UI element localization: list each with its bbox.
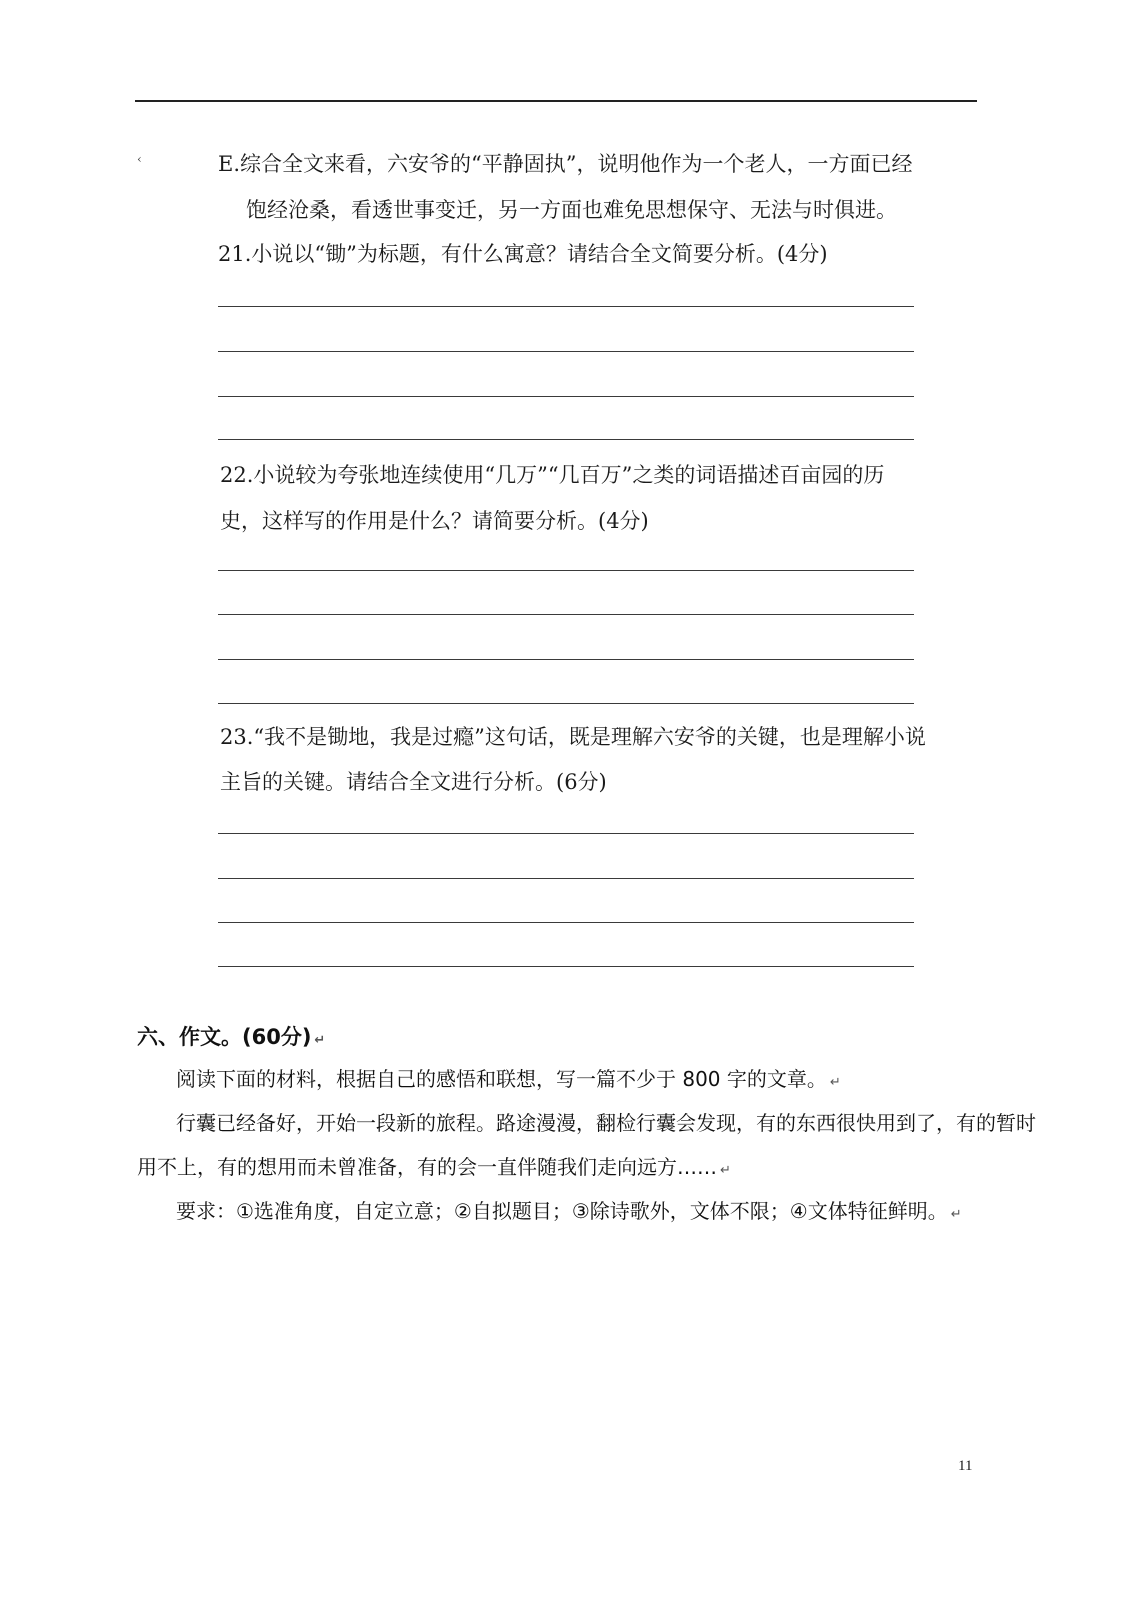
answer-line[interactable] [218,439,914,440]
question-22-line-2: 史，这样写的作用是什么？请简要分析。(4分) [220,509,649,533]
answer-line[interactable] [218,878,914,879]
return-mark: ↵ [314,1033,326,1048]
essay-requirements [176,1198,962,1228]
question-22-line-1: 22.小说较为夸张地连续使用“几万”“几百万”之类的词语描述百亩园的历 [220,463,885,487]
answer-line[interactable] [218,351,914,352]
essay-instruction [176,1066,841,1096]
answer-line[interactable] [218,306,914,307]
essay-material-line-1: 行囊已经备好，开始一段新的旅程。路途漫漫，翻检行囊会发现，有的东西很快用到了，有的暂时 [176,1111,1036,1135]
answer-line[interactable] [218,966,914,967]
return-mark: ↵ [950,1207,962,1222]
question-21-text: 21.小说以“锄”为标题，有什么寓意？请结合全文简要分析。(4分) [218,242,828,266]
question-23-line-1: 23.“我不是锄地，我是过瘾”这句话，既是理解六安爷的关键，也是理解小说 [220,725,926,749]
essay-title-text: 六、作文。(60分) [137,1025,312,1049]
page-number: 11 [958,1458,973,1474]
answer-line[interactable] [218,703,914,704]
essay-section-title [137,1024,325,1054]
question-23-line-2: 主旨的关键。请结合全文进行分析。(6分) [220,770,607,794]
return-mark: ↵ [829,1075,841,1090]
answer-line[interactable] [218,614,914,615]
essay-instruction-text: 阅读下面的材料，根据自己的感悟和联想，写一篇不少于 800 字的文章。 [176,1067,827,1091]
scan-mark: ‹ [137,152,142,166]
essay-material-line-2 [137,1154,731,1184]
option-e-line-2: 饱经沧桑，看透世事变迁，另一方面也难免思想保守、无法与时俱进。 [246,198,897,222]
answer-line[interactable] [218,922,914,923]
essay-material-text: 用不上，有的想用而未曾准备，有的会一直伴随我们走向远方…… [137,1155,717,1179]
answer-line[interactable] [218,833,914,834]
answer-line[interactable] [218,396,914,397]
option-e-line-1: E.综合全文来看，六安爷的“平静固执”，说明他作为一个老人，一方面已经 [218,152,913,176]
answer-line[interactable] [218,570,914,571]
essay-requirements-text: 要求：①选准角度，自定立意；②自拟题目；③除诗歌外，文体不限；④文体特征鲜明。 [176,1199,948,1223]
header-rule [135,100,977,102]
return-mark: ↵ [720,1163,731,1178]
answer-line[interactable] [218,659,914,660]
